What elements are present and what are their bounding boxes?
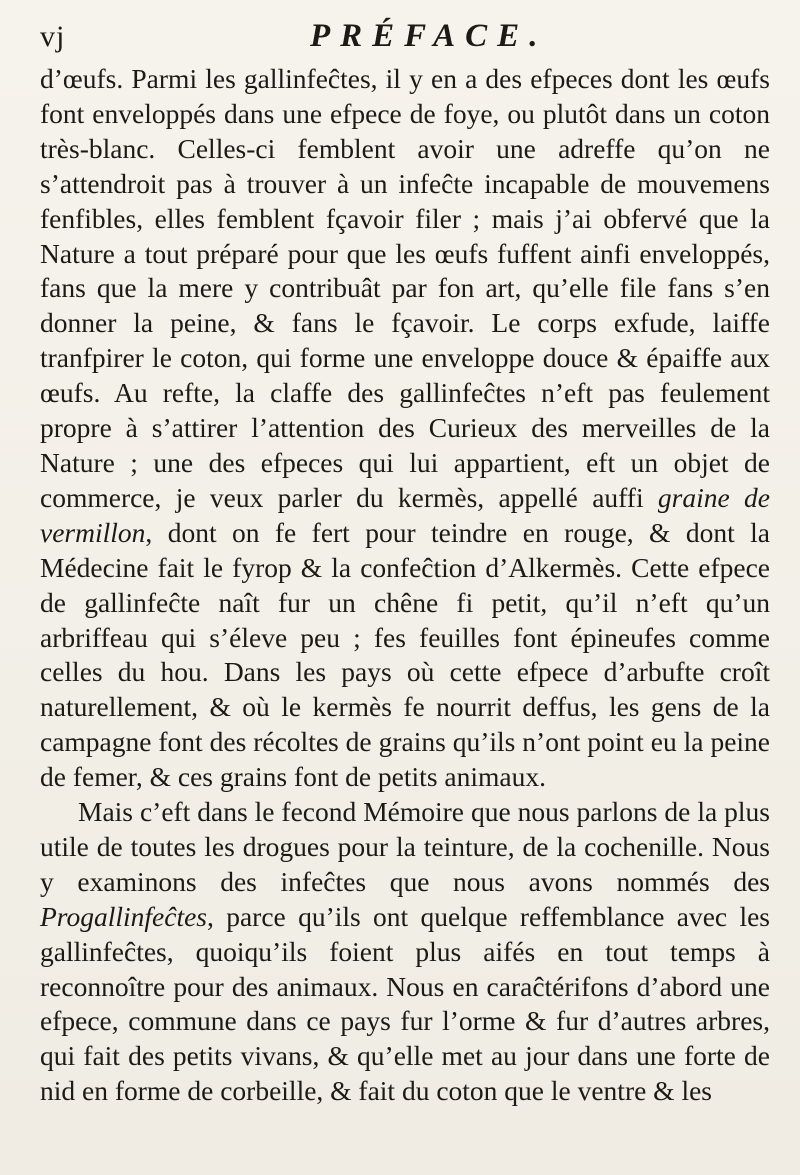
page-header [40, 18, 760, 62]
italic-term-progallinfectes: Progallinfeĉtes [40, 900, 208, 932]
text-segment: , parce qu’ils ont quelque reffemblance avec les gallinfeĉtes, quoiqu’ils foient plus aifés en tout temps à reconnoître pour des animaux. Nous en caraĉtérifons d’abord une efpece, commune dans ce pays fur l’orme & fur d’autres arbres, qui fait des petits vivans, & qu’elle met au jour dans une forte de nid en forme de corbeille, & fait du coton que le ventre & les [40, 900, 770, 1107]
paragraph-1 [40, 62, 770, 795]
page-number: vj [40, 20, 66, 53]
body-text [40, 62, 770, 1109]
text-segment: Mais c’eft dans le fecond Mémoire que nous parlons de la plus utile de toutes les drogues pour la teinture, de la cochenille. Nous y examinons des infeĉtes que nous avons nommés des [40, 796, 770, 897]
text-segment: d’œufs. Parmi les gallinfeĉtes, il y en a des efpeces dont les œufs font enveloppés dans une efpece de foye, ou plutôt dans un coton très-blanc. Celles-ci femblent avoir une adreffe qu’on ne s’attendroit pas à trouver à un infeĉte incapable de mouvemens fenfibles, elles femblent fçavoir filer ; mais j’ai obfervé que la Nature a tout préparé pour que les œufs fuffent ainfi enveloppés, fans que la mere y contribuât par fon art, qu’elle file fans s’en donner la peine, & fans le fçavoir. Le corps exfude, laiffe tranfpirer le coton, qui forme une enveloppe douce & épaiffe aux œufs. Au refte, la claffe des gallinfeĉtes n’eft pas feulement propre à s’attirer l’attention des Curieux des merveilles de la Nature ; une des efpeces qui lui appartient, eft un objet de commerce, je veux parler du kermès, appellé auffi [40, 63, 770, 513]
italic-term-graine-de-vermillon: graine de vermillon [40, 481, 770, 548]
paragraph-2 [40, 795, 770, 1109]
running-head: PRÉFACE. [310, 18, 548, 54]
text-segment: , dont on fe fert pour teindre en rouge, & dont la Médecine fait le fyrop & la confeĉtion d’Alkermès. Cette efpece de gallinfeĉte naît fur un chêne fi petit, qu’il n’eft qu’un arbriffeau qui s’éleve peu ; fes feuilles font épineufes comme celles du hou. Dans les pays où cette efpece d’arbufte croît naturellement, & où le kermès fe nourrit deffus, les gens de la campagne font des récoltes de grains qu’ils n’ont point eu la peine de femer, & ces grains font de petits animaux. [40, 516, 770, 793]
